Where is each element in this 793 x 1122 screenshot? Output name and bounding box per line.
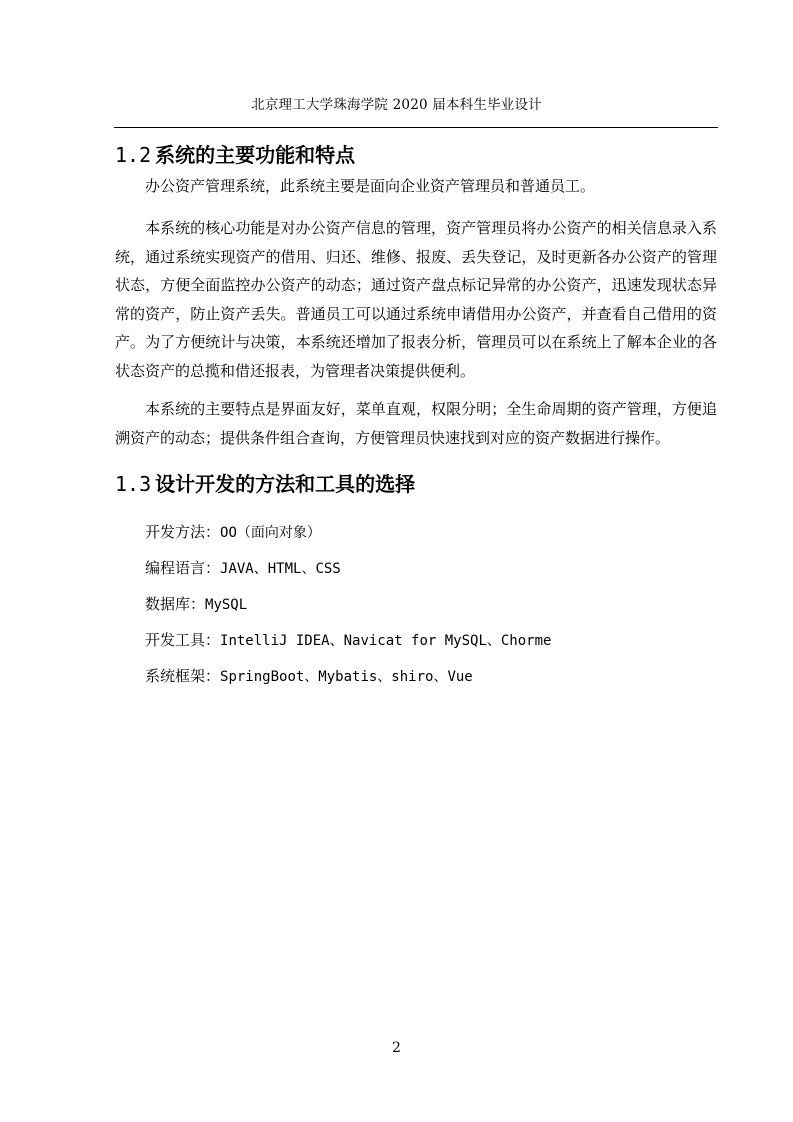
item-label: 编程语言： xyxy=(145,559,221,577)
item-label: 系统框架： xyxy=(145,667,221,685)
paragraph-features: 本系统的主要特点是界面友好，菜单直观，权限分明；全生命周期的资产管理，方便追溯资产的动态；提供条件组合查询，方便管理员快速找到对应的资产数据进行操作。 xyxy=(115,400,717,447)
page-header: 北京理工大学珠海学院 2020 届本科生毕业设计 xyxy=(251,97,542,113)
page-number: 2 xyxy=(392,1040,401,1056)
item-value: JAVA、HTML、CSS xyxy=(220,561,341,577)
item-label: 开发工具： xyxy=(145,631,221,649)
list-item-dev-method xyxy=(145,521,321,542)
paragraph-intro: 办公资产管理系统，此系统主要是面向企业资产管理员和普通员工。 xyxy=(145,177,596,195)
list-item-framework xyxy=(145,665,473,686)
item-label: 开发方法： xyxy=(145,523,221,541)
list-item-database xyxy=(145,593,247,614)
paragraph-core-functions: 本系统的核心功能是对办公资产信息的管理，资产管理员将办公资产的相关信息录入系统，通过系统实现资产的借用、归还、维修、报废、丢失登记，及时更新各办公资产的管理状态，方便全面监控办公资产的动态；通过资产盘点标记异常的办公资产，迅速发现状态异常的资产，防止资产丢失。普通员工可以通过系统申请借用办公资产，并查看自己借用的资产。为了方便统计与决策，本系统还增加了报表分析，管理员可以在系统上了解本企业的各状态资产的总揽和借还报表，为管理者决策提供便利。 xyxy=(115,219,717,380)
list-item-tools xyxy=(145,629,551,650)
section-title: 系统的主要功能和特点 xyxy=(155,143,356,167)
section-number: 1.2 xyxy=(115,143,152,167)
item-value: SpringBoot、Mybatis、shiro、Vue xyxy=(220,669,473,685)
item-value: OO（面向对象） xyxy=(220,525,321,541)
item-label: 数据库： xyxy=(145,595,206,613)
header-rule xyxy=(114,127,718,128)
section-number: 1.3 xyxy=(115,472,152,496)
section-title: 设计开发的方法和工具的选择 xyxy=(155,472,416,496)
item-value: MySQL xyxy=(205,597,248,613)
section-heading-1-3 xyxy=(115,468,415,497)
section-heading-1-2 xyxy=(115,139,355,168)
item-value: IntelliJ IDEA、Navicat for MySQL、Chorme xyxy=(220,633,552,649)
list-item-language xyxy=(145,557,341,578)
